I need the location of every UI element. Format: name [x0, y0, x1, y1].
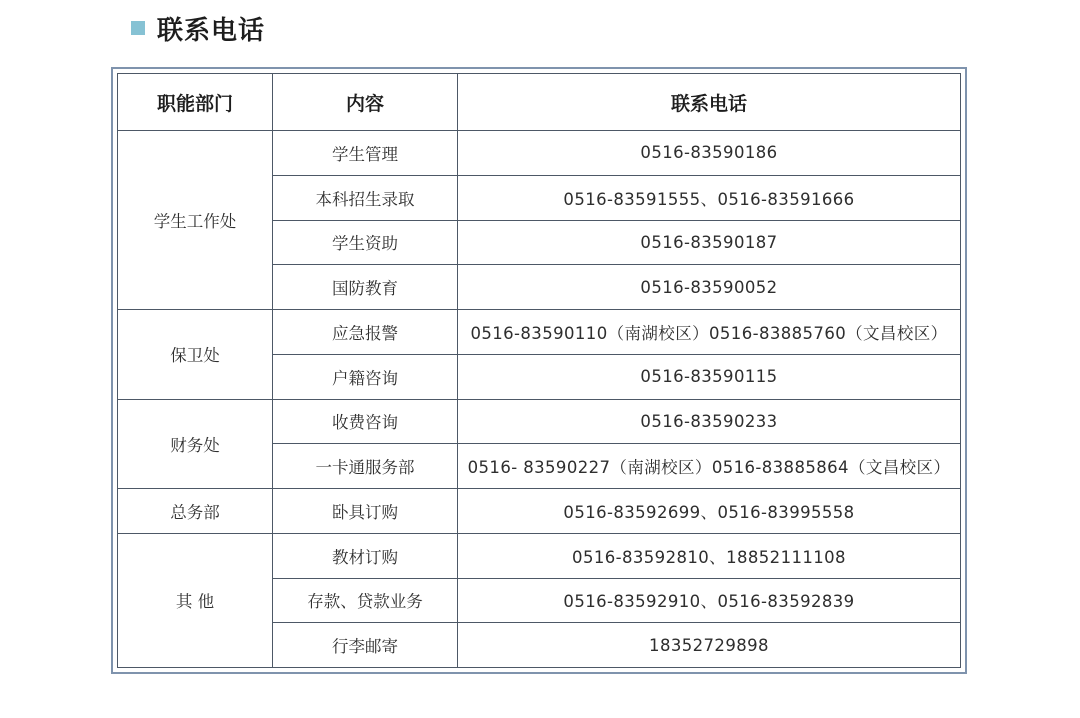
phone-cell: 0516-83590186: [458, 131, 961, 176]
phone-cell: 0516-83590052: [458, 265, 961, 310]
content-cell: 教材订购: [273, 533, 458, 578]
department-cell: 学生工作处: [118, 131, 273, 310]
content-cell: 学生管理: [273, 131, 458, 176]
phone-cell: 0516-83592910、0516-83592839: [458, 578, 961, 623]
department-cell: 财务处: [118, 399, 273, 489]
phone-cell: 0516-83592699、0516-83995558: [458, 489, 961, 534]
phone-cell: 0516-83591555、0516-83591666: [458, 175, 961, 220]
content-cell: 国防教育: [273, 265, 458, 310]
content-cell: 存款、贷款业务: [273, 578, 458, 623]
content-cell: 本科招生录取: [273, 175, 458, 220]
table-row: [118, 489, 961, 534]
phone-cell: 0516-83592810、18852111108: [458, 533, 961, 578]
content-cell: 户籍咨询: [273, 354, 458, 399]
table-header-row: [118, 74, 961, 131]
section-header: [131, 8, 265, 48]
phone-cell: 0516-83590233: [458, 399, 961, 444]
phone-cell: 0516- 83590227（南湖校区）0516-83885864（文昌校区）: [458, 444, 961, 489]
department-cell: 其 他: [118, 533, 273, 667]
header-department: 职能部门: [118, 74, 273, 131]
contacts-table: [117, 73, 961, 668]
content-cell: 行李邮寄: [273, 623, 458, 668]
section-title: 联系电话: [157, 15, 266, 46]
phone-cell: 18352729898: [458, 623, 961, 668]
phone-cell: 0516-83590187: [458, 220, 961, 265]
contacts-table-frame: [111, 67, 967, 674]
header-content: 内容: [273, 74, 458, 131]
table-row: [118, 533, 961, 578]
phone-cell: 0516-83590110（南湖校区）0516-83885760（文昌校区）: [458, 310, 961, 355]
table-row: [118, 399, 961, 444]
content-cell: 收费咨询: [273, 399, 458, 444]
table-body: [118, 131, 961, 668]
table-row: [118, 310, 961, 355]
content-cell: 卧具订购: [273, 489, 458, 534]
header-phone: 联系电话: [458, 74, 961, 131]
square-bullet-icon: [131, 21, 145, 35]
content-cell: 应急报警: [273, 310, 458, 355]
table-row: [118, 131, 961, 176]
content-cell: 学生资助: [273, 220, 458, 265]
content-cell: 一卡通服务部: [273, 444, 458, 489]
department-cell: 总务部: [118, 489, 273, 534]
department-cell: 保卫处: [118, 310, 273, 400]
phone-cell: 0516-83590115: [458, 354, 961, 399]
